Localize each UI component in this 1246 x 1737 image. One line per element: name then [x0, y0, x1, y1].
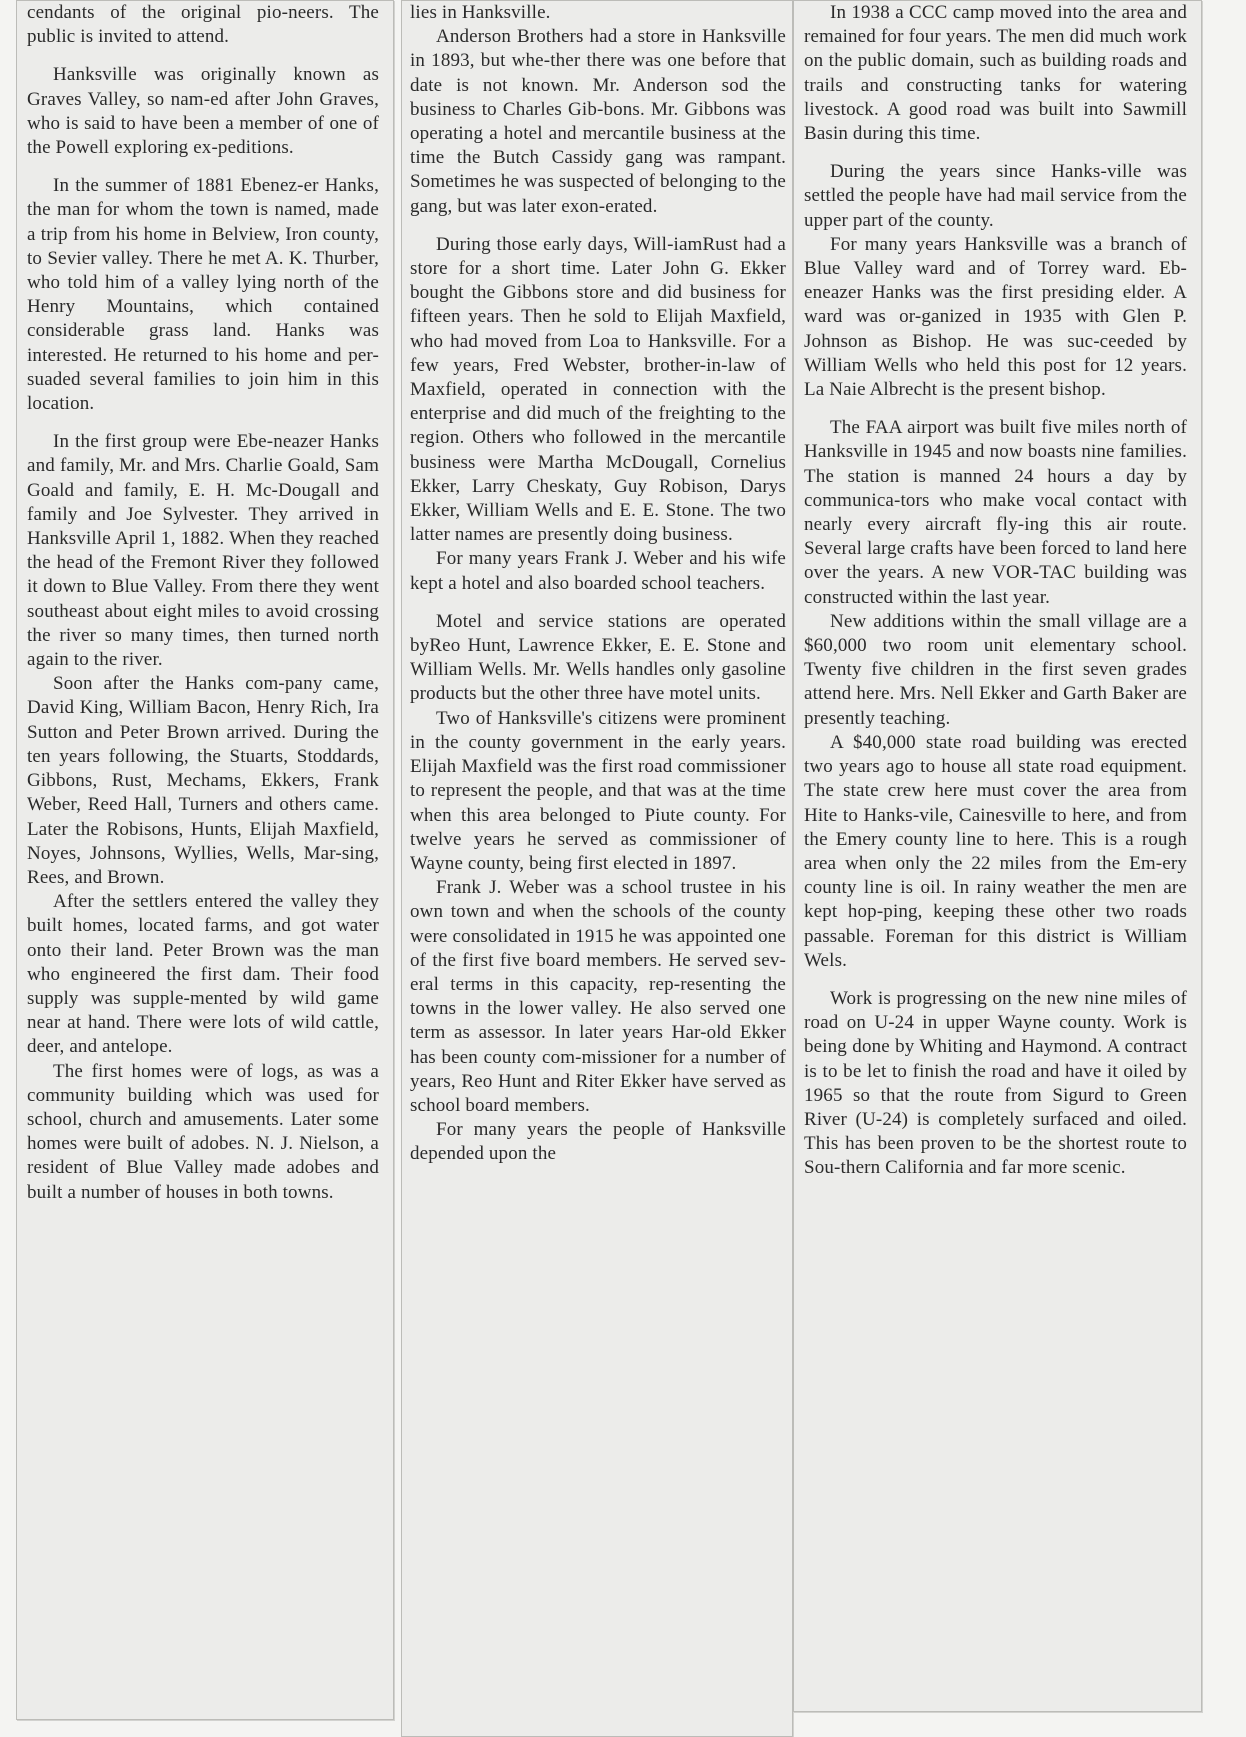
paragraph-7: The first homes were of logs, as was a community building which was used for school, church and amusements. Later some homes were built of adobes. N. J. Nielson, a resident of Blue Valley made adobes and built a number of houses in both towns. — [27, 1060, 379, 1203]
paragraph-8: For many years the people of Hanksville depended upon the — [410, 1119, 786, 1165]
paragraph-5: Motel and service stations are operated byReo Hunt, Lawrence Ekker, E. E. Stone and William Wells. Mr. Wells handles only gasoline products but the other three have motel units. — [410, 610, 786, 705]
paragraph-6: A $40,000 state road building was erected two years ago to house all state road equipment. The state crew here must cover the area from Hite to Hanks-vile, Cainesville to here, and from the Emery county line to here. This is a rough area when only the 22 miles from the Em-ery county line is oil. In rainy weather the men are kept hop-ping, keeping these other two roads passable. Foreman for this district is William Wels. — [804, 731, 1187, 971]
paragraph-3: In the summer of 1881 Ebenez-er Hanks, the man for whom the town is named, made a trip from his home in Belview, Iron county, to Sevier valley. There he met A. K. Thurber, who told him of a valley lying north of the Henry Mountains, which contained considerable grass land. Hanks was interested. He returned to his home and per-suaded several families to join him in this location. — [27, 175, 379, 415]
paragraph-3: For many years Hanksville was a branch of Blue Valley ward and of Torrey ward. Eb-eneazer Hanks was the first presiding elder. A ward was or-ganized in 1935 with Glen P. Johnson as Bishop. He was suc-ceeded by William Wells who held this post for 12 years. La Naie Albrecht is the present bishop. — [804, 233, 1187, 401]
clipping-column-2 — [401, 0, 793, 1737]
paragraph-5: Soon after the Hanks com-pany came, David King, William Bacon, Henry Rich, Ira Sutton and Peter Brown arrived. During the ten years following, the Stuarts, Stoddards, Gibbons, Rust, Mechams, Ekkers, Frank Weber, Reed Hall, Turners and others came. Later the Robisons, Hunts, Elijah Maxfield, Noyes, Johnsons, Wyllies, Wells, Mar-sing, Rees, and Brown. — [27, 673, 379, 888]
paragraph-4: The FAA airport was built five miles north of Hanksville in 1945 and now boasts nine families. The station is manned 24 hours a day by communica-tors who make vocal contact with nearly every aircraft fly-ing this air route. Several large crafts have been forced to land here over the years. A new VOR-TAC building was constructed within the last year. — [804, 417, 1187, 608]
paragraph-6: Two of Hanksville's citizens were prominent in the county government in the early years. Elijah Maxfield was the first road commissioner to represent the people, and that was at the time when this area belonged to Piute county. For twelve years he served as commissioner of Wayne county, being first elected in 1897. — [410, 707, 786, 874]
paragraph-7: Work is progressing on the new nine miles of road on U-24 in upper Wayne county. Work is being done by Whiting and Haymond. A contract is to be let to finish the road and have it oiled by 1965 so that the route from Sigurd to Green River (U-24) is completely surfaced and oiled. This has been proven to be the shortest route to Sou-thern California and far more scenic. — [804, 987, 1187, 1179]
paragraph-1: lies in Hanksville. — [410, 2, 551, 23]
clipping-column-3 — [793, 0, 1202, 1712]
paragraph-6: After the settlers entered the valley they built homes, located farms, and got water onto their land. Peter Brown was the man who engineered the first dam. Their food supply was supple-mented by wild game near at hand. There were lots of wild cattle, deer, and antelope. — [27, 891, 379, 1058]
paragraph-1: cendants of the original pio-neers. The public is invited to attend. — [27, 2, 379, 48]
paragraph-7: Frank J. Weber was a school trustee in his own town and when the schools of the county were consolidated in 1915 he was appointed one of the first five board members. He served sev-eral terms in this capacity, rep-resenting the towns in the lower valley. He also served one term as assessor. In later years Har-old Ekker has been county com-missioner for a number of years, Reo Hunt and Riter Ekker have served as school board members. — [410, 877, 786, 1116]
paragraph-4: In the first group were Ebe-neazer Hanks and family, Mr. and Mrs. Charlie Goald, Sam Goald and family, E. H. Mc-Dougall and family and Joe Sylvester. They arrived in Hanksville April 1, 1882. When they reached the head of the Fremont River they followed it down to Blue Valley. From there they went southeast about eight miles to avoid crossing the river so many times, then turned north again to the river. — [27, 431, 379, 671]
paragraph-1: In 1938 a CCC camp moved into the area and remained for four years. The men did much work on the public domain, such as building roads and trails and constructing tanks for watering livestock. A good road was built into Sawmill Basin during this time. — [804, 2, 1187, 145]
paragraph-4: For many years Frank J. Weber and his wife kept a hotel and also boarded school teachers. — [410, 548, 786, 594]
paragraph-2: During the years since Hanks-ville was settled the people have had mail service from the upper part of the county. — [804, 161, 1187, 231]
paragraph-3: During those early days, Will-iamRust had a store for a short time. Later John G. Ekker bought the Gibbons store and did business for fifteen years. Then he sold to Elijah Maxfield, who had moved from Loa to Hanksville. For a few years, Fred Webster, brother-in-law of Maxfield, operated in connection with the enterprise and did much of the freighting to the region. Others who followed in the mercantile business were Martha McDougall, Cornelius Ekker, Larry Cheskaty, Guy Robison, Darys Ekker, William Wells and E. E. Stone. The two latter names are presently doing business. — [410, 233, 786, 546]
paragraph-5: New additions within the small village are a $60,000 two room unit elementary school. Twenty five children in the first seven grades attend here. Mrs. Nell Ekker and Garth Baker are presently teaching. — [804, 610, 1187, 729]
clipping-column-1 — [16, 0, 394, 1720]
paragraph-2: Hanksville was originally known as Graves Valley, so nam-ed after John Graves, who is said to have been a member of one of the Powell exploring ex-peditions. — [27, 64, 379, 159]
paragraph-2: Anderson Brothers had a store in Hanksville in 1893, but whe-ther there was one before that date is not known. Mr. Anderson sod the business to Charles Gib-bons. Mr. Gibbons was operating a hotel and mercantile business at the time the Butch Cassidy gang was rampant. Sometimes he was suspected of belonging to the gang, but was later exon-erated. — [410, 26, 786, 217]
